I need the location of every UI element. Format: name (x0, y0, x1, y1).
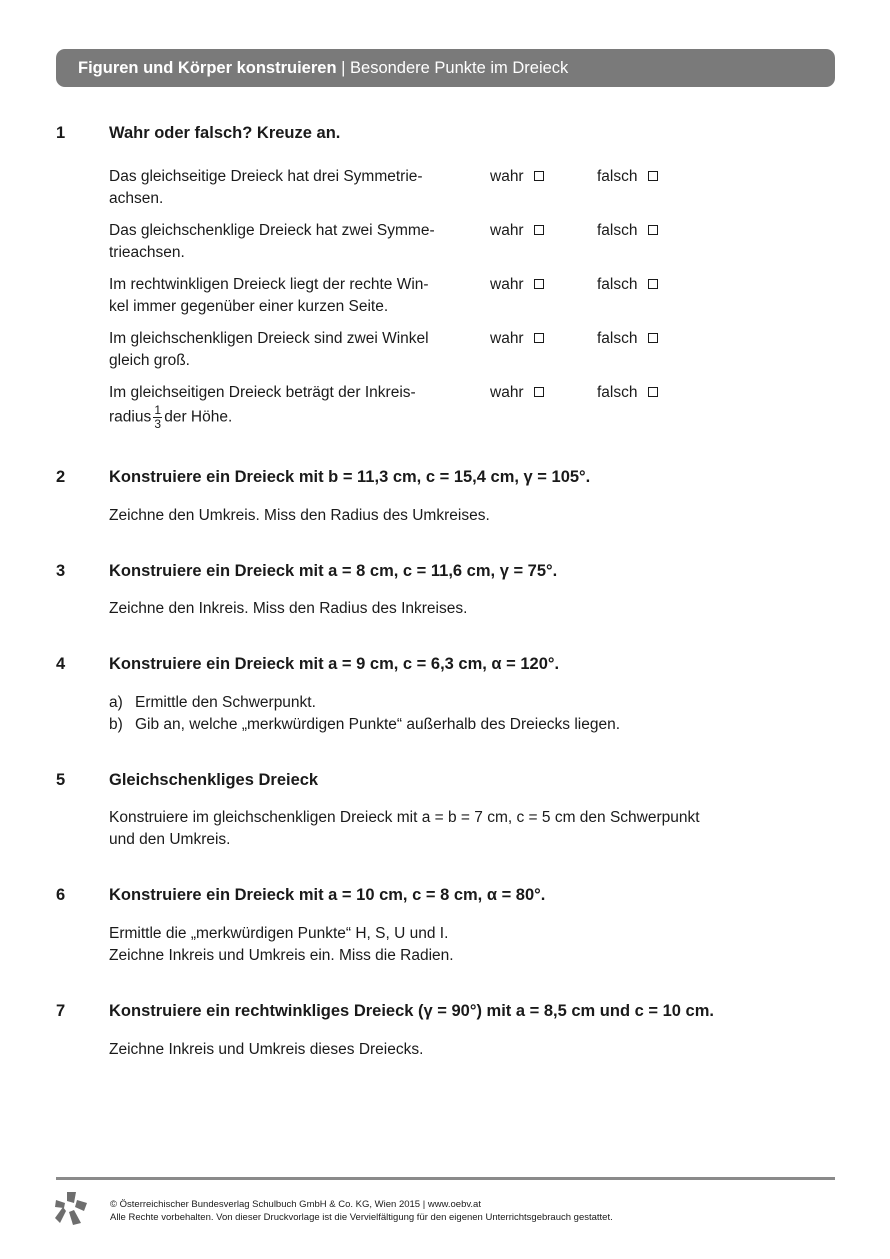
footer-rights: Alle Rechte vorbehalten. Von dieser Druckvorlage ist die Vervielfältigung für den eigenen Unterrichtsgebrauch gestattet. (110, 1212, 613, 1223)
checkbox-true-2[interactable] (534, 225, 544, 235)
statement-1-line1: Das gleichseitige Dreieck hat drei Symmetrie- (109, 168, 423, 185)
statement-4-true-option[interactable] (490, 328, 544, 350)
checkbox-true-3[interactable] (534, 279, 544, 289)
header-title: Figuren und Körper konstruieren (78, 59, 337, 77)
false-label: falsch (597, 276, 638, 293)
statement-5-false-option[interactable] (597, 382, 658, 404)
statement-3-line1: Im rechtwinkligen Dreieck liegt der rechte Win- (109, 276, 429, 293)
task-7-text: Zeichne Inkreis und Umkreis dieses Dreiecks. (109, 1041, 424, 1058)
false-label: falsch (597, 330, 638, 347)
statement-1-line2: achsen. (109, 190, 164, 207)
statement-3-false-option[interactable] (597, 274, 658, 296)
checkbox-false-2[interactable] (648, 225, 658, 235)
task-7-number: 7 (56, 1002, 66, 1020)
checkbox-false-1[interactable] (648, 171, 658, 181)
header-separator: | (341, 59, 346, 77)
task-5-line2: und den Umkreis. (109, 831, 231, 848)
false-label: falsch (597, 168, 638, 185)
task-1-heading: Wahr oder falsch? Kreuze an. (109, 124, 341, 142)
statement-4 (109, 328, 469, 372)
statement-3-true-option[interactable] (490, 274, 544, 296)
item-b-text: Gib an, welche „merkwürdigen Punkte“ außerhalb des Dreiecks liegen. (135, 716, 621, 733)
statement-4-line2: gleich groß. (109, 352, 190, 369)
task-5-number: 5 (56, 771, 66, 789)
fraction-one-third (153, 404, 162, 431)
statement-5-line2 (109, 404, 469, 431)
header-bar (56, 49, 835, 87)
oebv-asterisk-logo-icon (54, 1190, 90, 1226)
statement-1-false-option[interactable] (597, 166, 658, 188)
statement-1 (109, 166, 469, 210)
fraction-denominator: 3 (154, 417, 162, 431)
statement-2-true-option[interactable] (490, 220, 544, 242)
item-a-label: a) (109, 694, 123, 711)
statement-2-false-option[interactable] (597, 220, 658, 242)
footer-divider (56, 1177, 835, 1180)
checkbox-false-3[interactable] (648, 279, 658, 289)
task-4-item-b (109, 714, 620, 736)
true-label: wahr (490, 384, 524, 401)
statement-3 (109, 274, 469, 318)
checkbox-true-5[interactable] (534, 387, 544, 397)
statement-2-line1: Das gleichschenklige Dreieck hat zwei Symme- (109, 222, 435, 239)
statement-1-true-option[interactable] (490, 166, 544, 188)
checkbox-false-4[interactable] (648, 333, 658, 343)
task-2-number: 2 (56, 468, 66, 486)
checkbox-true-4[interactable] (534, 333, 544, 343)
statement-4-line1: Im gleichschenkligen Dreieck sind zwei Winkel (109, 330, 429, 347)
false-label: falsch (597, 222, 638, 239)
false-label: falsch (597, 384, 638, 401)
checkbox-false-5[interactable] (648, 387, 658, 397)
task-3-heading: Konstruiere ein Dreieck mit a = 8 cm, c = 11,6 cm, γ = 75°. (109, 562, 558, 580)
statement-2-line2: trieachsen. (109, 244, 185, 261)
header-subtitle: Besondere Punkte im Dreieck (350, 59, 569, 77)
statement-5-prefix: radius (109, 408, 152, 426)
statement-4-false-option[interactable] (597, 328, 658, 350)
task-4-item-a (109, 692, 316, 714)
fraction-numerator: 1 (154, 403, 162, 417)
task-3-number: 3 (56, 562, 66, 580)
task-6-line1: Ermittle die „merkwürdigen Punkte“ H, S, U und I. (109, 925, 449, 942)
task-1-number: 1 (56, 124, 66, 142)
task-6-line2: Zeichne Inkreis und Umkreis ein. Miss die Radien. (109, 947, 454, 964)
task-6-number: 6 (56, 886, 66, 904)
true-label: wahr (490, 222, 524, 239)
footer-copyright: © Österreichischer Bundesverlag Schulbuch GmbH & Co. KG, Wien 2015 | www.oebv.at (110, 1199, 481, 1210)
task-7-heading: Konstruiere ein rechtwinkliges Dreieck (γ = 90°) mit a = 8,5 cm und c = 10 cm. (109, 1002, 714, 1020)
task-6-heading: Konstruiere ein Dreieck mit a = 10 cm, c = 8 cm, α = 80°. (109, 886, 546, 904)
true-label: wahr (490, 330, 524, 347)
task-5-heading: Gleichschenkliges Dreieck (109, 771, 319, 789)
item-b-label: b) (109, 716, 123, 733)
statement-5-line1: Im gleichseitigen Dreieck beträgt der Inkreis- (109, 384, 416, 401)
task-4-number: 4 (56, 655, 66, 673)
statement-3-line2: kel immer gegenüber einer kurzen Seite. (109, 298, 389, 315)
statement-5-true-option[interactable] (490, 382, 544, 404)
statement-2 (109, 220, 469, 264)
task-4-heading: Konstruiere ein Dreieck mit a = 9 cm, c = 6,3 cm, α = 120°. (109, 655, 560, 673)
true-label: wahr (490, 276, 524, 293)
statement-5-suffix: der Höhe. (164, 408, 233, 426)
item-a-text: Ermittle den Schwerpunkt. (135, 694, 316, 711)
task-2-text: Zeichne den Umkreis. Miss den Radius des Umkreises. (109, 507, 490, 524)
true-label: wahr (490, 168, 524, 185)
statement-5 (109, 382, 469, 431)
task-3-text: Zeichne den Inkreis. Miss den Radius des Inkreises. (109, 600, 468, 617)
task-2-heading: Konstruiere ein Dreieck mit b = 11,3 cm, c = 15,4 cm, γ = 105°. (109, 468, 591, 486)
checkbox-true-1[interactable] (534, 171, 544, 181)
task-5-line1: Konstruiere im gleichschenkligen Dreieck mit a = b = 7 cm, c = 5 cm den Schwerpunkt (109, 809, 700, 826)
